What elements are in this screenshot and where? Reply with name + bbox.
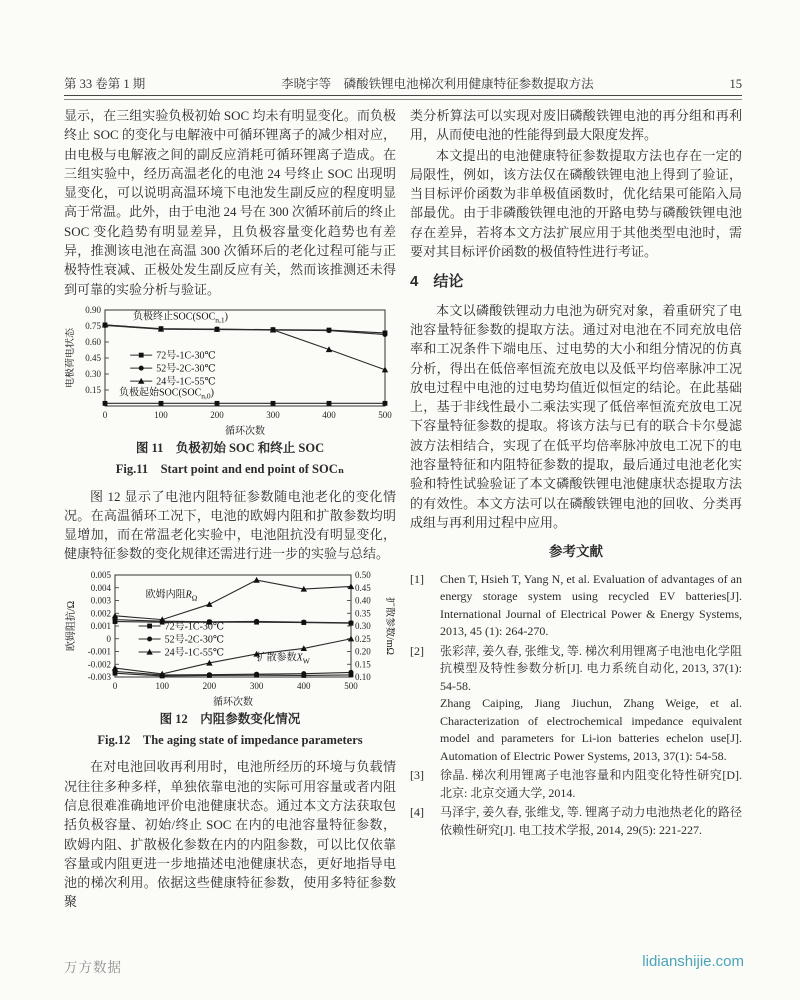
svg-text:0: 0 <box>112 680 118 691</box>
svg-text:300: 300 <box>249 680 264 691</box>
svg-text:300: 300 <box>266 409 280 420</box>
reference-text: 徐晶. 梯次利用锂离子电池容量和内阻变化特性研究[D]. 北京: 北京交通大学, 2014. <box>440 768 742 800</box>
svg-text:0.30: 0.30 <box>355 620 371 631</box>
site-watermark[interactable]: lidianshijie.com <box>642 953 744 970</box>
svg-text:100: 100 <box>155 680 169 691</box>
svg-text:0.40: 0.40 <box>355 595 371 606</box>
svg-text:欧姆内阻RΩ: 欧姆内阻$R_\Omega$ <box>145 589 198 603</box>
svg-text:200: 200 <box>210 409 224 420</box>
svg-text:-0.003: -0.003 <box>87 671 111 682</box>
left-column <box>64 106 396 913</box>
svg-text:-0.001: -0.001 <box>87 646 111 657</box>
references-list <box>410 571 742 840</box>
svg-text:0.002: 0.002 <box>90 608 111 618</box>
reference-translation: Zhang Caiping, Jiang Jiuchun, Zhang Weige, et al. Characterization of electrochemical impedance equivalent model and parameters for Li-ion batteries echelon use[J]. Automation of Electric Power Systems, 2013, 37(1): 54-58. <box>440 696 742 763</box>
svg-text:0.20: 0.20 <box>355 646 371 657</box>
journal-issue: 第 33 卷第 1 期 <box>64 77 146 91</box>
svg-text:24号-1C-55℃: 24号-1C-55℃ <box>164 647 225 659</box>
reference-text: 张彩萍, 姜久春, 张维戈, 等. 梯次利用锂离子电池电化学阻抗模型及特性参数分析[J]. 电力系统自动化, 2013, 37(1): 54-58. Zhang Caiping, Jiang Jiuchun, Zhang Weige, et al. Characterization of electrochemical impedance equivalent model and parameters for Li-ion batteries echelon use[J]. Automation of Electric Power Systems, 2013, 37(1): 54-58. <box>440 643 742 766</box>
svg-text:500: 500 <box>378 409 392 420</box>
paragraph-cluster-analysis: 类分析算法可以实现对废旧磷酸铁锂电池的再分组和再利用，从而使电池的性能得到最大限度发挥。 <box>410 108 742 143</box>
header-rule <box>64 95 742 100</box>
page-header <box>64 74 742 100</box>
svg-text:扩散参数/mΩ: 扩散参数/mΩ <box>384 596 395 655</box>
svg-text:循环次数: 循环次数 <box>225 425 265 437</box>
svg-text:0.35: 0.35 <box>355 608 371 618</box>
svg-text:0.30: 0.30 <box>85 368 101 379</box>
reference-item <box>410 643 742 766</box>
reference-label: [1] <box>410 571 424 586</box>
svg-text:0: 0 <box>102 409 108 420</box>
svg-text:52号-2C-30℃: 52号-2C-30℃ <box>164 634 225 646</box>
svg-text:52号-2C-30℃: 52号-2C-30℃ <box>156 363 216 375</box>
svg-text:电极荷电状态: 电极荷电状态 <box>65 327 76 388</box>
svg-text:0.60: 0.60 <box>85 336 101 347</box>
reference-label: [2] <box>410 643 424 658</box>
section-heading-conclusion: 4 结论 <box>410 273 464 291</box>
fig12-impedance-chart <box>65 569 395 709</box>
right-column <box>410 106 742 913</box>
svg-text:200: 200 <box>202 680 217 691</box>
svg-text:0.15: 0.15 <box>355 659 371 669</box>
svg-text:0.75: 0.75 <box>85 320 101 331</box>
reference-text: 马泽宇, 姜久春, 张维戈, 等. 锂离子动力电池热老化的路径依赖性研究[J]. 电工技术学报, 2014, 29(5): 221-227. <box>440 805 742 837</box>
paragraph-recycling: 在对电池回收再利用时，电池所经历的环境与负载情况往往多种多样，单独依靠电池的实际可用容量或者内阻信息很难准确地评价电池健康状态。通过本文方法获取包括负极容量、初始/终止 SOC 在内的电池容量特征参数，欧姆内阻、扩散极化参数在内的内阻参数，可以比仅依靠容量或内阻更进一步地描述电池健康状态，更好地指导电池的梯次利用。依据这些健康特征参数，使用多特征参数聚 <box>64 759 396 910</box>
svg-text:0.005: 0.005 <box>90 569 111 580</box>
reference-text: Chen T, Hsieh T, Yang N, et al. Evaluation of advantages of an energy storage system using recycled EV batteries[J]. International Journal of Electrical Power & Energy Systems, 2013, 45 (1): 264-270. <box>440 571 742 639</box>
svg-text:0.10: 0.10 <box>355 671 371 682</box>
svg-text:0.001: 0.001 <box>90 620 111 631</box>
content-columns <box>64 106 742 913</box>
svg-text:0.003: 0.003 <box>90 595 111 606</box>
svg-text:负极起始SOC(SOCn,0): 负极起始$SOC(SOC_{n,0})$ <box>119 387 214 401</box>
svg-text:100: 100 <box>154 409 168 420</box>
svg-text:循环次数: 循环次数 <box>213 696 253 708</box>
svg-text:0.004: 0.004 <box>90 582 111 593</box>
fig11-soc-chart <box>65 304 395 438</box>
running-title: 李晓宇等 磷酸铁锂电池梯次利用健康特征参数提取方法 <box>281 77 594 91</box>
svg-text:0.45: 0.45 <box>85 352 101 363</box>
svg-text:72号-1C-30℃: 72号-1C-30℃ <box>164 621 225 633</box>
paragraph-conclusion: 本文以磷酸铁锂动力电池为研究对象，着重研究了电池容量特征参数的提取方法。通过对电池在不同充放电倍率和工况条件下端电压、过电势的大小和组分情况的仿真分析，得出在低倍率恒流充放电以及低平均倍率脉冲工况放电过程中电池的过电势均值近似恒定的结论。在此基础上，基于非线性最小二乘法实现了低倍率恒流充放电工况下容量特征参数的提取。将该方法与已有的联合卡尔曼滤波方法相结合，实现了在低平均倍率脉冲放电工况下的电池容量特征和内阻特征参数的提取，最后通过电池老化实验和特性试验验证了本文磷酸铁锂电池健康状态提取方法的有效性。本文方法可以在磷酸铁锂电池的回收、分类再成组与再利用过程中应用。 <box>410 302 742 530</box>
fig11-caption-cn: 图 11 负极初始 SOC 和终止 SOC <box>135 440 325 455</box>
figure-12 <box>64 569 396 751</box>
reference-label: [4] <box>410 805 424 820</box>
svg-text:0.15: 0.15 <box>85 384 101 395</box>
svg-text:0.45: 0.45 <box>355 582 371 593</box>
fig11-caption-en: Fig.11 Start point and end point of SOCₙ <box>115 462 345 477</box>
svg-text:0.90: 0.90 <box>85 304 101 315</box>
svg-text:0.50: 0.50 <box>355 569 371 580</box>
reference-item <box>410 767 742 802</box>
svg-text:72号-1C-30℃: 72号-1C-30℃ <box>156 350 216 362</box>
svg-text:400: 400 <box>297 680 311 691</box>
svg-text:0: 0 <box>106 633 111 644</box>
references-heading: 参考文献 <box>549 544 603 560</box>
reference-item <box>410 804 742 839</box>
fig12-caption-en: Fig.12 The aging state of impedance parameters <box>97 733 363 748</box>
header-row <box>64 74 742 92</box>
svg-text:欧姆阻抗/Ω: 欧姆阻抗/Ω <box>66 600 77 651</box>
reference-label: [3] <box>410 768 424 783</box>
svg-text:0.25: 0.25 <box>355 633 371 644</box>
svg-text:24号-1C-55℃: 24号-1C-55℃ <box>156 376 216 388</box>
figure-11 <box>64 304 396 480</box>
paragraph-negative-soc: 显示，在三组实验负极初始 SOC 均未有明显变化。而负极终止 SOC 的变化与电解液中可循环锂离子的减少相对应，由电极与电解液之间的副反应消耗可循环锂离子造成。在三组实验中，经历高温老化的电池 24 号终止 SOC 出现明显变化，可以说明高温环境下电池发生副反应的程度明显高于常温。此外，由于电池 24 号在 300 次循环前后的终止 SOC 变化趋势有明显差异，且负极容量变化趋势也有差异，推测该电池在高温 300 次循环后的老化过程可能与正极特性衰减、正极处发生副反应有关，然而该推测还未得到可靠的实验分析与验证。 <box>64 108 396 297</box>
paragraph-impedance-intro: 图 12 显示了电池内阻特征参数随电池老化的变化情况。在高温循环工况下，电池的欧姆内阻和扩散参数均明显增加，而在常温老化实验中，电池阻抗没有明显变化，健康特征参数的变化规律还需进行进一步的实验与总结。 <box>64 488 396 562</box>
page-number: 15 <box>729 77 742 91</box>
svg-text:扩散参数XW: 扩散参数$X_W$ <box>256 652 310 666</box>
svg-text:负极终止SOC(SOCn,1): 负极终止$SOC(SOC_{n,1})$ <box>133 311 228 325</box>
wanfang-watermark: 万方数据 <box>64 960 122 975</box>
paragraph-limitations: 本文提出的电池健康特征参数提取方法也存在一定的局限性，例如，该方法仅在磷酸铁锂电池上得到了验证，当目标评价函数为非单极值函数时，优化结果可能陷入局部最优。由于非磷酸铁锂电池的开路电势与磷酸铁锂电池存在差异，若将本文方法扩展应用于其他类型电池时，需要对其目标评价函数的极值特性进行考证。 <box>410 147 742 260</box>
svg-text:-0.002: -0.002 <box>87 659 111 669</box>
reference-item <box>410 571 742 641</box>
svg-text:500: 500 <box>344 680 358 691</box>
svg-text:400: 400 <box>322 409 336 420</box>
fig12-caption-cn: 图 12 内阻参数变化情况 <box>159 711 301 726</box>
